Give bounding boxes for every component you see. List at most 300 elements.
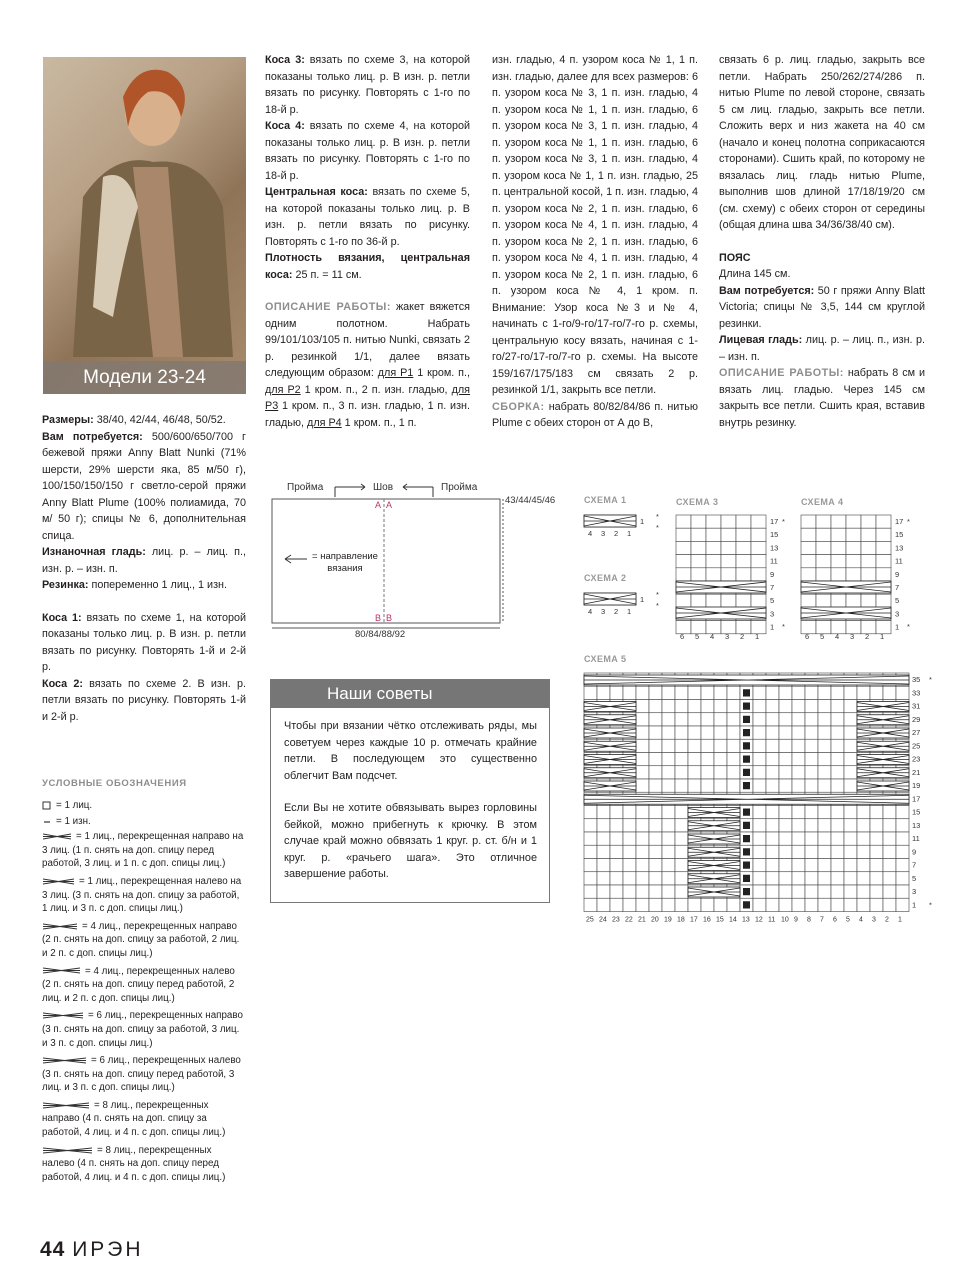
scheme5-cell [792,845,805,858]
scheme5-cell [857,872,870,885]
scheme5-cell [675,700,688,713]
scheme5-cell [766,872,779,885]
scheme2-row-label: 1 [640,595,645,604]
scheme5-cell [584,819,597,832]
scheme5-cell [610,885,623,898]
scheme5-cell [675,686,688,699]
scheme5-cell [805,898,818,911]
scheme5-cell [688,898,701,911]
scheme5-cell [857,885,870,898]
scheme5-cell [779,779,792,792]
label-b1: В [375,613,382,623]
scheme5-cell [831,739,844,752]
cable-symbol-icon [42,1101,90,1110]
scheme4-cell [846,515,861,528]
scheme5-purl-mark [743,848,750,855]
legend-title: УСЛОВНЫЕ ОБОЗНАЧЕНИЯ [42,778,187,789]
scheme4-row-label: 9 [895,569,900,579]
scheme5-cell [675,845,688,858]
scheme3-row-label: 1 [770,622,775,632]
scheme5-col-label: 25 [586,916,594,924]
scheme5-cell [792,898,805,911]
page-footer [40,1238,144,1262]
seam-label: Шов [373,482,394,493]
scheme4-cell [801,541,816,554]
scheme5-cell [831,845,844,858]
rib-label: Резинка: [42,579,89,591]
scheme5-cell [662,686,675,699]
scheme3-col-label: 5 [695,632,700,641]
scheme5-cell [714,726,727,739]
scheme4-cell [831,528,846,541]
scheme5-cell [662,898,675,911]
legend-item [42,875,246,916]
scheme3-cell [721,555,736,568]
scheme4-cell [876,541,891,554]
legend-text: = 1 изн. [56,815,91,827]
scheme5-cell [753,898,766,911]
scheme5-cell [584,832,597,845]
scheme5-cell [831,700,844,713]
scheme5-cell [792,819,805,832]
scheme5-cell [701,739,714,752]
scheme5-cell [844,885,857,898]
scheme5-cell [701,700,714,713]
scheme5-cell [714,753,727,766]
scheme3-cell [736,555,751,568]
scheme5-col-label: 16 [703,916,711,924]
scheme5-cell [766,845,779,858]
scheme5-cell [779,845,792,858]
scheme5-row-label: 5 [912,873,917,883]
scheme5-cell [623,832,636,845]
scheme5-cell [675,872,688,885]
tips-paragraph-2: Если Вы не хотите обвязывать вырез горловины бейкой, можно прибегнуть к крючку. В этом случае край можно обвязать 1 круг. р. ст. б/н и 1 круг. р. «рачьего шага». Это отличное завершение работы. [284,802,537,880]
scheme5-cell [896,859,909,872]
scheme4-cell [831,541,846,554]
scheme3-cell [676,541,691,554]
scheme4-cell [861,555,876,568]
column-3 [492,52,698,432]
armhole-right-label: Пройма [441,482,478,493]
scheme5-cell [831,832,844,845]
scheme5-cell [701,753,714,766]
scheme5-cell [831,819,844,832]
cable2-label: Коса 2: [42,677,83,690]
scheme1-star: * [656,523,659,532]
scheme3-cell [751,541,766,554]
belt-title: ПОЯС [719,251,751,264]
scheme5-cell [701,766,714,779]
cable3-text: вязать по схеме 3, на которой показаны только лиц. р. В изн. р. петли вязать по рисунку. Повторять с 1-го по 18-й р. [265,54,470,116]
p1-label: для Р1 [377,367,414,379]
scheme5-cell [870,885,883,898]
scheme5-cell [753,845,766,858]
cable-symbol-icon [42,966,81,975]
scheme3-row-label: 7 [770,583,775,592]
scheme5-col-label: 18 [677,916,685,924]
scheme5-cell [714,700,727,713]
scheme5-cell [753,859,766,872]
scheme5-cell [831,859,844,872]
scheme5-cell [636,726,649,739]
scheme5-cell [675,898,688,911]
scheme5-cell [623,819,636,832]
scheme5-cell [792,872,805,885]
scheme4-col-label: 1 [880,632,885,641]
scheme3-cell [706,568,721,581]
scheme4-col-label: 3 [850,632,855,641]
scheme5-cell [792,779,805,792]
scheme5-cell [831,898,844,911]
scheme5-cell [675,859,688,872]
scheme5-col-label: 11 [768,916,776,924]
scheme5-purl-mark [743,769,750,776]
scheme5-col-label: 12 [755,916,763,924]
p4-label: для Р4 [307,416,342,429]
scheme5-cell [792,713,805,726]
scheme5-cell [818,832,831,845]
scheme5-cell [818,806,831,819]
scheme5-cell [766,806,779,819]
scheme5-cell [818,859,831,872]
scheme5-cell [766,766,779,779]
scheme5-cell [844,739,857,752]
scheme5-cell [779,806,792,819]
scheme3-row-label: 17 [770,517,779,526]
scheme5-cell [662,766,675,779]
scheme5-cell [649,753,662,766]
scheme3-star: * [782,517,785,526]
scheme4-cell [876,594,891,607]
materials-label: Вам потребуется: [42,430,143,443]
tips-paragraph-1: Чтобы при вязании чётко отслеживать ряды, мы советуем через каждые 10 р. отмечать крайние петли. В последующем это существенно облегчит Вам подсчет. [284,720,537,782]
scheme4-cell [831,555,846,568]
scheme5-cell [766,859,779,872]
scheme3-cell [736,594,751,607]
scheme5-cell [636,713,649,726]
scheme4-row-label: 15 [895,530,904,540]
scheme5-cell [714,686,727,699]
scheme5-cell [610,872,623,885]
scheme-charts [570,505,950,925]
scheme5-cell [857,819,870,832]
scheme5-purl-mark [743,689,750,696]
scheme5-cell [636,686,649,699]
scheme3-cell [676,568,691,581]
scheme5-row-label: 23 [912,754,921,764]
scheme5-row-label: 33 [912,688,921,698]
scheme4-cell [801,528,816,541]
density-text: 25 п. = 11 см. [292,268,362,281]
scheme2-star: * [656,601,659,610]
scheme5-cell [701,713,714,726]
p3-label: для Р3 [265,383,471,412]
scheme5-cell [597,885,610,898]
scheme5-cell [727,739,740,752]
scheme5-cell [818,845,831,858]
scheme3-cell [691,568,706,581]
scheme5-cell [844,806,857,819]
scheme5-cell [662,819,675,832]
scheme5-cell [805,806,818,819]
cable-symbol-icon [42,922,78,931]
scheme4-cell [861,528,876,541]
model-figure [43,57,246,394]
scheme5-star: * [929,900,932,910]
scheme5-cell [623,845,636,858]
scheme3-cell [751,515,766,528]
scheme5-cell [662,859,675,872]
scheme3-cell [691,528,706,541]
scheme3-col-label: 3 [725,632,730,641]
label-a1: А [375,500,382,510]
scheme3-cell [691,541,706,554]
scheme5-cell [688,739,701,752]
scheme3-cell [676,555,691,568]
scheme5-col-label: 7 [820,916,824,924]
scheme3-cell [721,568,736,581]
belt-materials-label: Вам потребуется: [719,284,815,297]
scheme3-cell [751,555,766,568]
scheme5-cell [623,859,636,872]
scheme5-cell [636,806,649,819]
scheme5-cell [753,779,766,792]
scheme4-col-label: 6 [805,632,810,641]
scheme4-cell [861,594,876,607]
scheme4-row-label: 17 [895,517,904,526]
scheme5-purl-mark [743,888,750,895]
scheme5-cell [818,766,831,779]
scheme5-cell [805,700,818,713]
legend-item [42,965,246,1006]
legend-text: = 1 лиц., перекрещенная налево на 3 лиц. (3 п. снять на доп. спицу за работой, 1 лиц. и 3 п. с доп. спицы лиц.) [42,875,242,915]
scheme5-row-label: 11 [912,834,920,843]
scheme5-cell [610,859,623,872]
scheme5-cell [805,753,818,766]
scheme5-col-label: 21 [638,916,646,924]
scheme5-cell [662,832,675,845]
legend-text: = 4 лиц., перекрещенных направо (2 п. снять на доп. спицу за работой, 2 лиц. и 2 п. с доп. спицы лиц.) [42,920,240,959]
cable4-text: вязать по схеме 4, на которой показаны только лиц. р. В изн. р. петли вязать по рисунку. Повторять с 1-го по 18-й р. [265,120,470,182]
scheme5-cell [766,739,779,752]
scheme5-cell [636,832,649,845]
pattern-outline [272,499,500,623]
scheme5-col-label: 4 [859,916,863,924]
scheme5-cell [675,713,688,726]
scheme2-col-label: 1 [627,607,632,616]
scheme5-cell [857,806,870,819]
scheme4-cell [816,528,831,541]
scheme5-cell [610,898,623,911]
cable-symbol-icon [42,1056,87,1065]
scheme5-row-label: 25 [912,741,921,751]
legend-item [42,920,246,961]
scheme5-cell [883,859,896,872]
scheme5-cell [766,713,779,726]
central-cable-text: вязать по схеме 5, на которой показаны только лиц. р. В изн. р. петли вязать по рисунку. Повторять с 1-го по 36-й р. [265,186,470,248]
scheme5-cell [844,779,857,792]
scheme4-row-label: 1 [895,622,900,632]
scheme5-cell [844,726,857,739]
sizes-text: 38/40, 42/44, 46/48, 50/52. [93,414,226,426]
scheme5-cell [831,726,844,739]
scheme5-cell [662,872,675,885]
scheme5-cell [857,832,870,845]
scheme5-cell [818,885,831,898]
scheme4-col-label: 4 [835,632,840,641]
scheme5-cell [779,700,792,713]
scheme4-row-label: 13 [895,543,904,553]
scheme5-cell [766,819,779,832]
scheme5-cell [844,766,857,779]
scheme3-cell [706,528,721,541]
scheme5-cell [779,819,792,832]
scheme3-cell [676,528,691,541]
magazine-brand: ИРЭН [72,1238,144,1261]
legend-text: = 6 лиц., перекрещенных направо (3 п. снять на доп. спицу за работой, 3 лиц. и 3 п. с доп. спицы лиц.) [42,1010,243,1049]
scheme5-cell [844,872,857,885]
scheme5-cell [805,686,818,699]
scheme5-cell [688,700,701,713]
scheme5-purl-mark [743,875,750,882]
scheme5-cell [714,739,727,752]
scheme5-cell [896,885,909,898]
scheme3-cell [676,594,691,607]
scheme5-cell [649,806,662,819]
scheme5-purl-mark [743,729,750,736]
scheme2-col-label: 2 [614,607,619,616]
column-4-text: связать 6 р. лиц. гладью, закрыть все петли. Набрать 250/262/274/286 п. нитью Plume по левой стороне, связать 5 см лиц. гладью, закрыть все петли. Сложить верх и низ жакета на 40 см (начало и конец полотна соприкасаются сторонами). Сшить край, по которому не вязалась лиц. гладь нитью Plume, выполнив шов длиной 17/18/19/20 см (см. схему) с обеих сторон от середины (общая длина шва 34/36/38/40 см). [719,54,925,231]
scheme4-star: * [907,517,910,526]
legend-text: = 6 лиц., перекрещенных налево (3 п. снять на доп. спицу перед работой, 3 лиц. и 3 п. с доп. спицы лиц.) [42,1055,241,1094]
scheme1-col-label: 3 [601,529,606,538]
scheme5-purl-mark [743,862,750,869]
scheme5-cell [792,739,805,752]
scheme5-cell [870,819,883,832]
arrow-left-top [335,484,365,490]
scheme5-cell [649,819,662,832]
scheme3-cell [676,515,691,528]
scheme5-cell [584,885,597,898]
scheme3-cell [736,515,751,528]
tips-body [271,708,549,883]
assembly-text: набрать 80/82/84/86 п. нитью Plume с обеих сторон от А до В, [492,400,698,429]
scheme5-cell [831,713,844,726]
scheme5-cell [649,872,662,885]
scheme3-cell [691,594,706,607]
scheme4-cell [861,541,876,554]
scheme5-row-label: 35 [912,675,921,684]
scheme5-cell [805,845,818,858]
scheme5-cell [818,726,831,739]
scheme5-cell [662,739,675,752]
scheme5-cell [636,819,649,832]
scheme5-cell [766,832,779,845]
scheme5-cell [688,713,701,726]
scheme3-cell [721,541,736,554]
scheme5-cell [662,885,675,898]
scheme5-cell [805,713,818,726]
label-b2: В [386,613,393,623]
scheme5-cell [792,885,805,898]
legend-text: = 1 лиц., перекрещенная направо на 3 лиц. (1 п. снять на доп. спицу перед работой, 3 лиц. и 1 п. с доп. спицы лиц.) [42,831,244,870]
scheme5-cell [844,686,857,699]
legend-item [42,830,246,871]
scheme5-cell [649,885,662,898]
scheme5-cell [883,819,896,832]
scheme5-cell [714,713,727,726]
scheme5-cell [792,766,805,779]
scheme1-col-label: 4 [588,529,593,538]
scheme5-cell [870,859,883,872]
scheme4-cell [861,568,876,581]
scheme5-cell [649,686,662,699]
scheme5-cell [584,686,597,699]
scheme5-cell [675,753,688,766]
scheme2-col-label: 4 [588,607,593,616]
scheme5-cell [779,859,792,872]
scheme4-row-label: 11 [895,556,903,566]
legend-text: = 8 лиц., перекрещенных налево (4 п. снять на доп. спицу перед работой, 4 лиц. и 4 п. с доп. спицы лиц.) [42,1144,226,1183]
scheme5-cell [636,885,649,898]
scheme5-cell [649,779,662,792]
belt-description-label: ОПИСАНИЕ РАБОТЫ: [719,367,844,379]
scheme5-cell [597,832,610,845]
scheme5-cell [597,898,610,911]
scheme5-cell [857,898,870,911]
label-a2: А [386,500,393,510]
scheme5-row-label: 15 [912,807,921,817]
scheme5-cell [675,726,688,739]
scheme3-cell [721,528,736,541]
scheme5-cell [818,686,831,699]
scheme5-cell [675,885,688,898]
scheme5-cell [753,726,766,739]
legend [42,778,246,1188]
model-photo [43,57,246,394]
column-2 [265,52,470,431]
cable-symbol-icon [42,877,75,886]
scheme5-cell [688,766,701,779]
scheme5-cell [597,872,610,885]
scheme5-cell [857,686,870,699]
scheme5-cell [870,832,883,845]
scheme4-row-label: 7 [895,583,900,592]
scheme5-row-label: 27 [912,728,921,737]
description-c: 1 кром. п., 2 п. изн. гладью, [300,383,452,396]
scheme5-cell [792,806,805,819]
scheme3-cell [706,541,721,554]
scheme5-col-label: 5 [846,916,850,924]
scheme5-cell [883,806,896,819]
scheme5-cell [818,700,831,713]
scheme3-cell [736,541,751,554]
scheme5-cell [636,779,649,792]
scheme3-cell [706,515,721,528]
scheme5-cell [779,726,792,739]
scheme5-cell [805,859,818,872]
scheme5-cell [623,872,636,885]
legend-item [42,1099,246,1140]
scheme5-cell [649,713,662,726]
scheme3-cell [721,515,736,528]
assembly-label: СБОРКА: [492,400,545,413]
scheme4-cell [876,568,891,581]
scheme5-cell [896,806,909,819]
legend-text: = 8 лиц., перекрещенных направо (4 п. снять на доп. спицу за работой, 4 лиц. и 4 п. с доп. спицы лиц.) [42,1099,226,1139]
scheme5-col-label: 1 [898,916,902,924]
